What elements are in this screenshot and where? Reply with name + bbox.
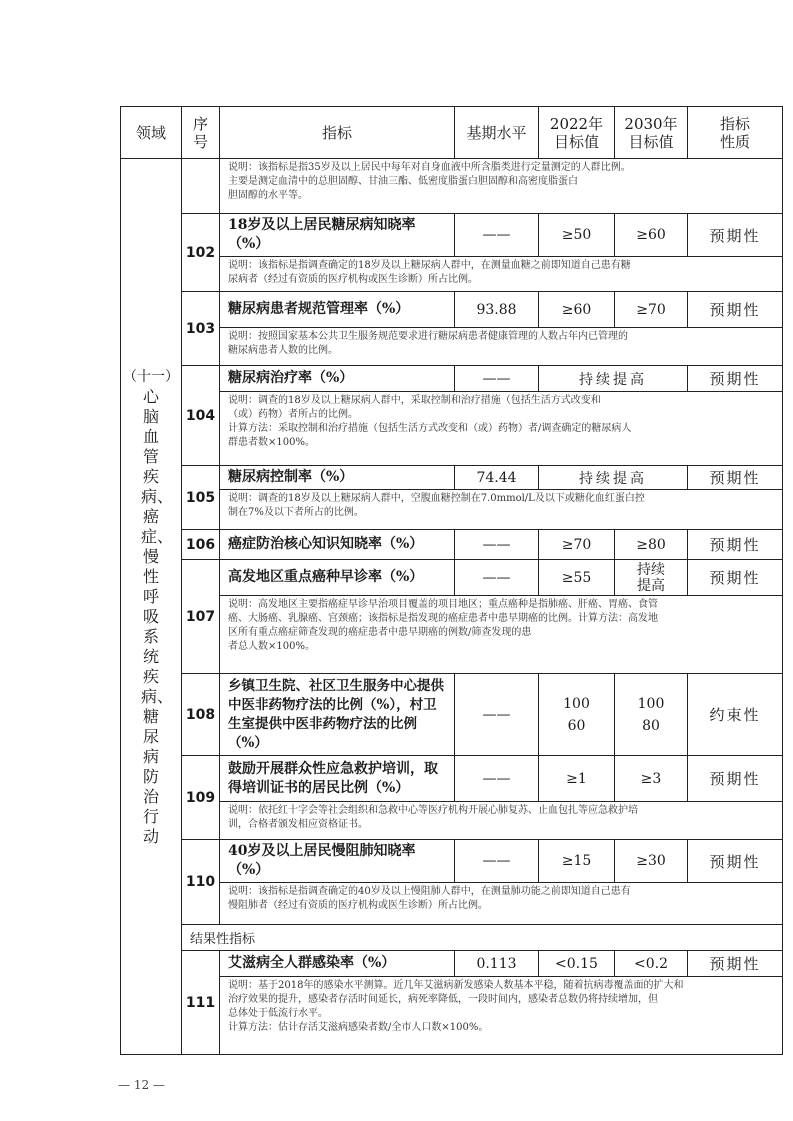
row-note: 说明：按照国家基本公共卫生服务规范要求进行糖尿病患者健康管理的人数占年内已管理的 糖尿病患者人数的比例。 [220,328,783,366]
row-nature: 预期性 [688,560,783,596]
header-seq: 序号 [182,107,220,159]
header-baseline: 基期水平 [455,107,539,159]
table-row [121,466,783,490]
header-row [121,107,783,159]
row-nature: 预期性 [688,756,783,802]
row-note: 说明：高发地区主要指癌症早诊早治项目覆盖的项目地区；重点癌种是指肺癌、肝癌、胃癌、食管 癌、大肠癌、乳腺癌、宫颈癌；该指标是指发现的癌症患者中患早期癌的比例。计算方法：高发地 区所有重点癌症筛查发现的癌症患者中患早期癌的例数/筛查发现的患 者总人数×100%。 [220,596,783,674]
section-row [121,925,783,951]
table-row [121,840,783,883]
domain-name: 心脑血管疾病、癌症、慢性呼吸系统疾病、糖尿病防治行动 [141,386,174,846]
row-target-2030: 持续提高 [615,560,688,596]
row-indicator: 糖尿病患者规范管理率（%） [220,292,455,328]
table-row [121,292,783,328]
row-baseline: —— [455,756,539,802]
row-target-2030: ≥30 [615,840,688,883]
row-baseline: —— [455,560,539,596]
table-row [121,560,783,596]
page-number: — 12 — [118,1078,165,1092]
row-indicator: 癌症防治核心知识知晓率（%） [220,530,455,560]
row-indicator: 糖尿病治疗率（%） [220,366,455,392]
row-indicator: 糖尿病控制率（%） [220,466,455,490]
row-indicator: 18岁及以上居民糖尿病知晓率（%） [220,214,455,257]
row-note: 说明：调查的18岁及以上糖尿病人群中，空腹血糖控制在7.0mmol/L及以下或糖化血红蛋白控 制在7%及以下者所占的比例。 [220,490,783,530]
row-indicator: 高发地区重点癌种早诊率（%） [220,560,455,596]
row-seq: 104 [182,366,220,466]
domain-cell [121,159,182,1055]
row-note: 说明：该指标是指调查确定的18岁及以上糖尿病人群中，在测量血糖之前即知道自己患有糖 尿病者（经过有资质的医疗机构或医生诊断）所占比例。 [220,257,783,292]
row-target-merged: 持续提高 [539,466,688,490]
row-target-2030: ≥70 [615,292,688,328]
row-indicator: 40岁及以上居民慢阻肺知晓率（%） [220,840,455,883]
row-seq: 107 [182,560,220,674]
table-row [121,756,783,802]
row-target-2030: ≥3 [615,756,688,802]
table-row [121,674,783,756]
row-baseline: —— [455,366,539,392]
row-nature: 预期性 [688,214,783,257]
row-nature: 预期性 [688,292,783,328]
row-seq: 111 [182,951,220,1055]
row-target-2022: ≥50 [539,214,615,257]
row-baseline: 74.44 [455,466,539,490]
indicator-table [120,106,783,1055]
row-baseline: —— [455,214,539,257]
row-seq: 105 [182,466,220,530]
row-indicator: 艾滋病全人群感染率（%） [220,951,455,977]
top-note: 说明：该指标是指35岁及以上居民中每年对自身血液中所含脂类进行定量测定的人群比例。 主要是测定血清中的总胆固醇、甘油三酯、低密度脂蛋白胆固醇和高密度脂蛋白 胆固醇的水平等。 [220,159,783,214]
row-target-2022: ≥1 [539,756,615,802]
table-row [121,366,783,392]
row-target-2022: ≥55 [539,560,615,596]
row-seq: 103 [182,292,220,366]
row-note: 说明：调查的18岁及以上糖尿病人群中，采取控制和治疗措施（包括生活方式改变和 （或）药物）者所占的比例。 计算方法：采取控制和治疗措施（包括生活方式改变和（或）药物）者/调查确定的糖尿病人 群患者数×100%。 [220,392,783,466]
row-nature: 预期性 [688,951,783,977]
row-nature: 预期性 [688,840,783,883]
row-nature: 预期性 [688,466,783,490]
table-row [121,530,783,560]
row-baseline: —— [455,674,539,756]
row-baseline: —— [455,530,539,560]
row-target-2022: ≥60 [539,292,615,328]
header-nature: 指标性质 [688,107,783,159]
row-baseline: 0.113 [455,951,539,977]
result-section-label: 结果性指标 [182,925,783,951]
row-seq: 102 [182,214,220,292]
row-baseline: —— [455,840,539,883]
blank-seq-cell [182,159,220,214]
row-nature: 预期性 [688,530,783,560]
table-row [121,214,783,257]
row-target-2030: <0.2 [615,951,688,977]
row-target-2022: 100 60 [539,674,615,756]
row-seq: 110 [182,840,220,925]
header-domain: 领域 [121,107,182,159]
table-row [121,951,783,977]
row-note: 说明：基于2018年的感染水平测算。近几年艾滋病新发感染人数基本平稳，随着抗病毒覆盖面的扩大和 治疗效果的提升，感染者存活时间延长，病死率降低，一段时间内，感染者总数仍将持续增加，但 总体处于低流行水平。 计算方法：估计存活艾滋病感染者数/全市人口数×100%。 [220,977,783,1055]
row-note: 说明：依托红十字会等社会组织和急救中心等医疗机构开展心肺复苏、止血包扎等应急救护培 训，合格者颁发相应资格证书。 [220,802,783,840]
header-target-2030: 2030年目标值 [615,107,688,159]
row-nature: 约束性 [688,674,783,756]
domain-number: （十一） [123,368,179,385]
row-indicator: 乡镇卫生院、社区卫生服务中心提供中医非药物疗法的比例（%），村卫生室提供中医非药物疗法的比例（%） [220,674,455,756]
row-target-2030: ≥80 [615,530,688,560]
row-target-2022: ≥70 [539,530,615,560]
row-baseline: 93.88 [455,292,539,328]
row-target-2030: 100 80 [615,674,688,756]
row-indicator: 鼓励开展群众性应急救护培训，取得培训证书的居民比例（%） [220,756,455,802]
row-nature: 预期性 [688,366,783,392]
row-target-2030: ≥60 [615,214,688,257]
row-seq: 109 [182,756,220,840]
row-seq: 106 [182,530,220,560]
row-target-2022: <0.15 [539,951,615,977]
row-note: 说明：该指标是指调查确定的40岁及以上慢阻肺人群中，在测量肺功能之前即知道自己患有 慢阻肺者（经过有资质的医疗机构或医生诊断）所占比例。 [220,883,783,925]
row-target-2022: ≥15 [539,840,615,883]
row-target-merged: 持续提高 [539,366,688,392]
header-indicator: 指标 [220,107,455,159]
header-target-2022: 2022年目标值 [539,107,615,159]
row-seq: 108 [182,674,220,756]
